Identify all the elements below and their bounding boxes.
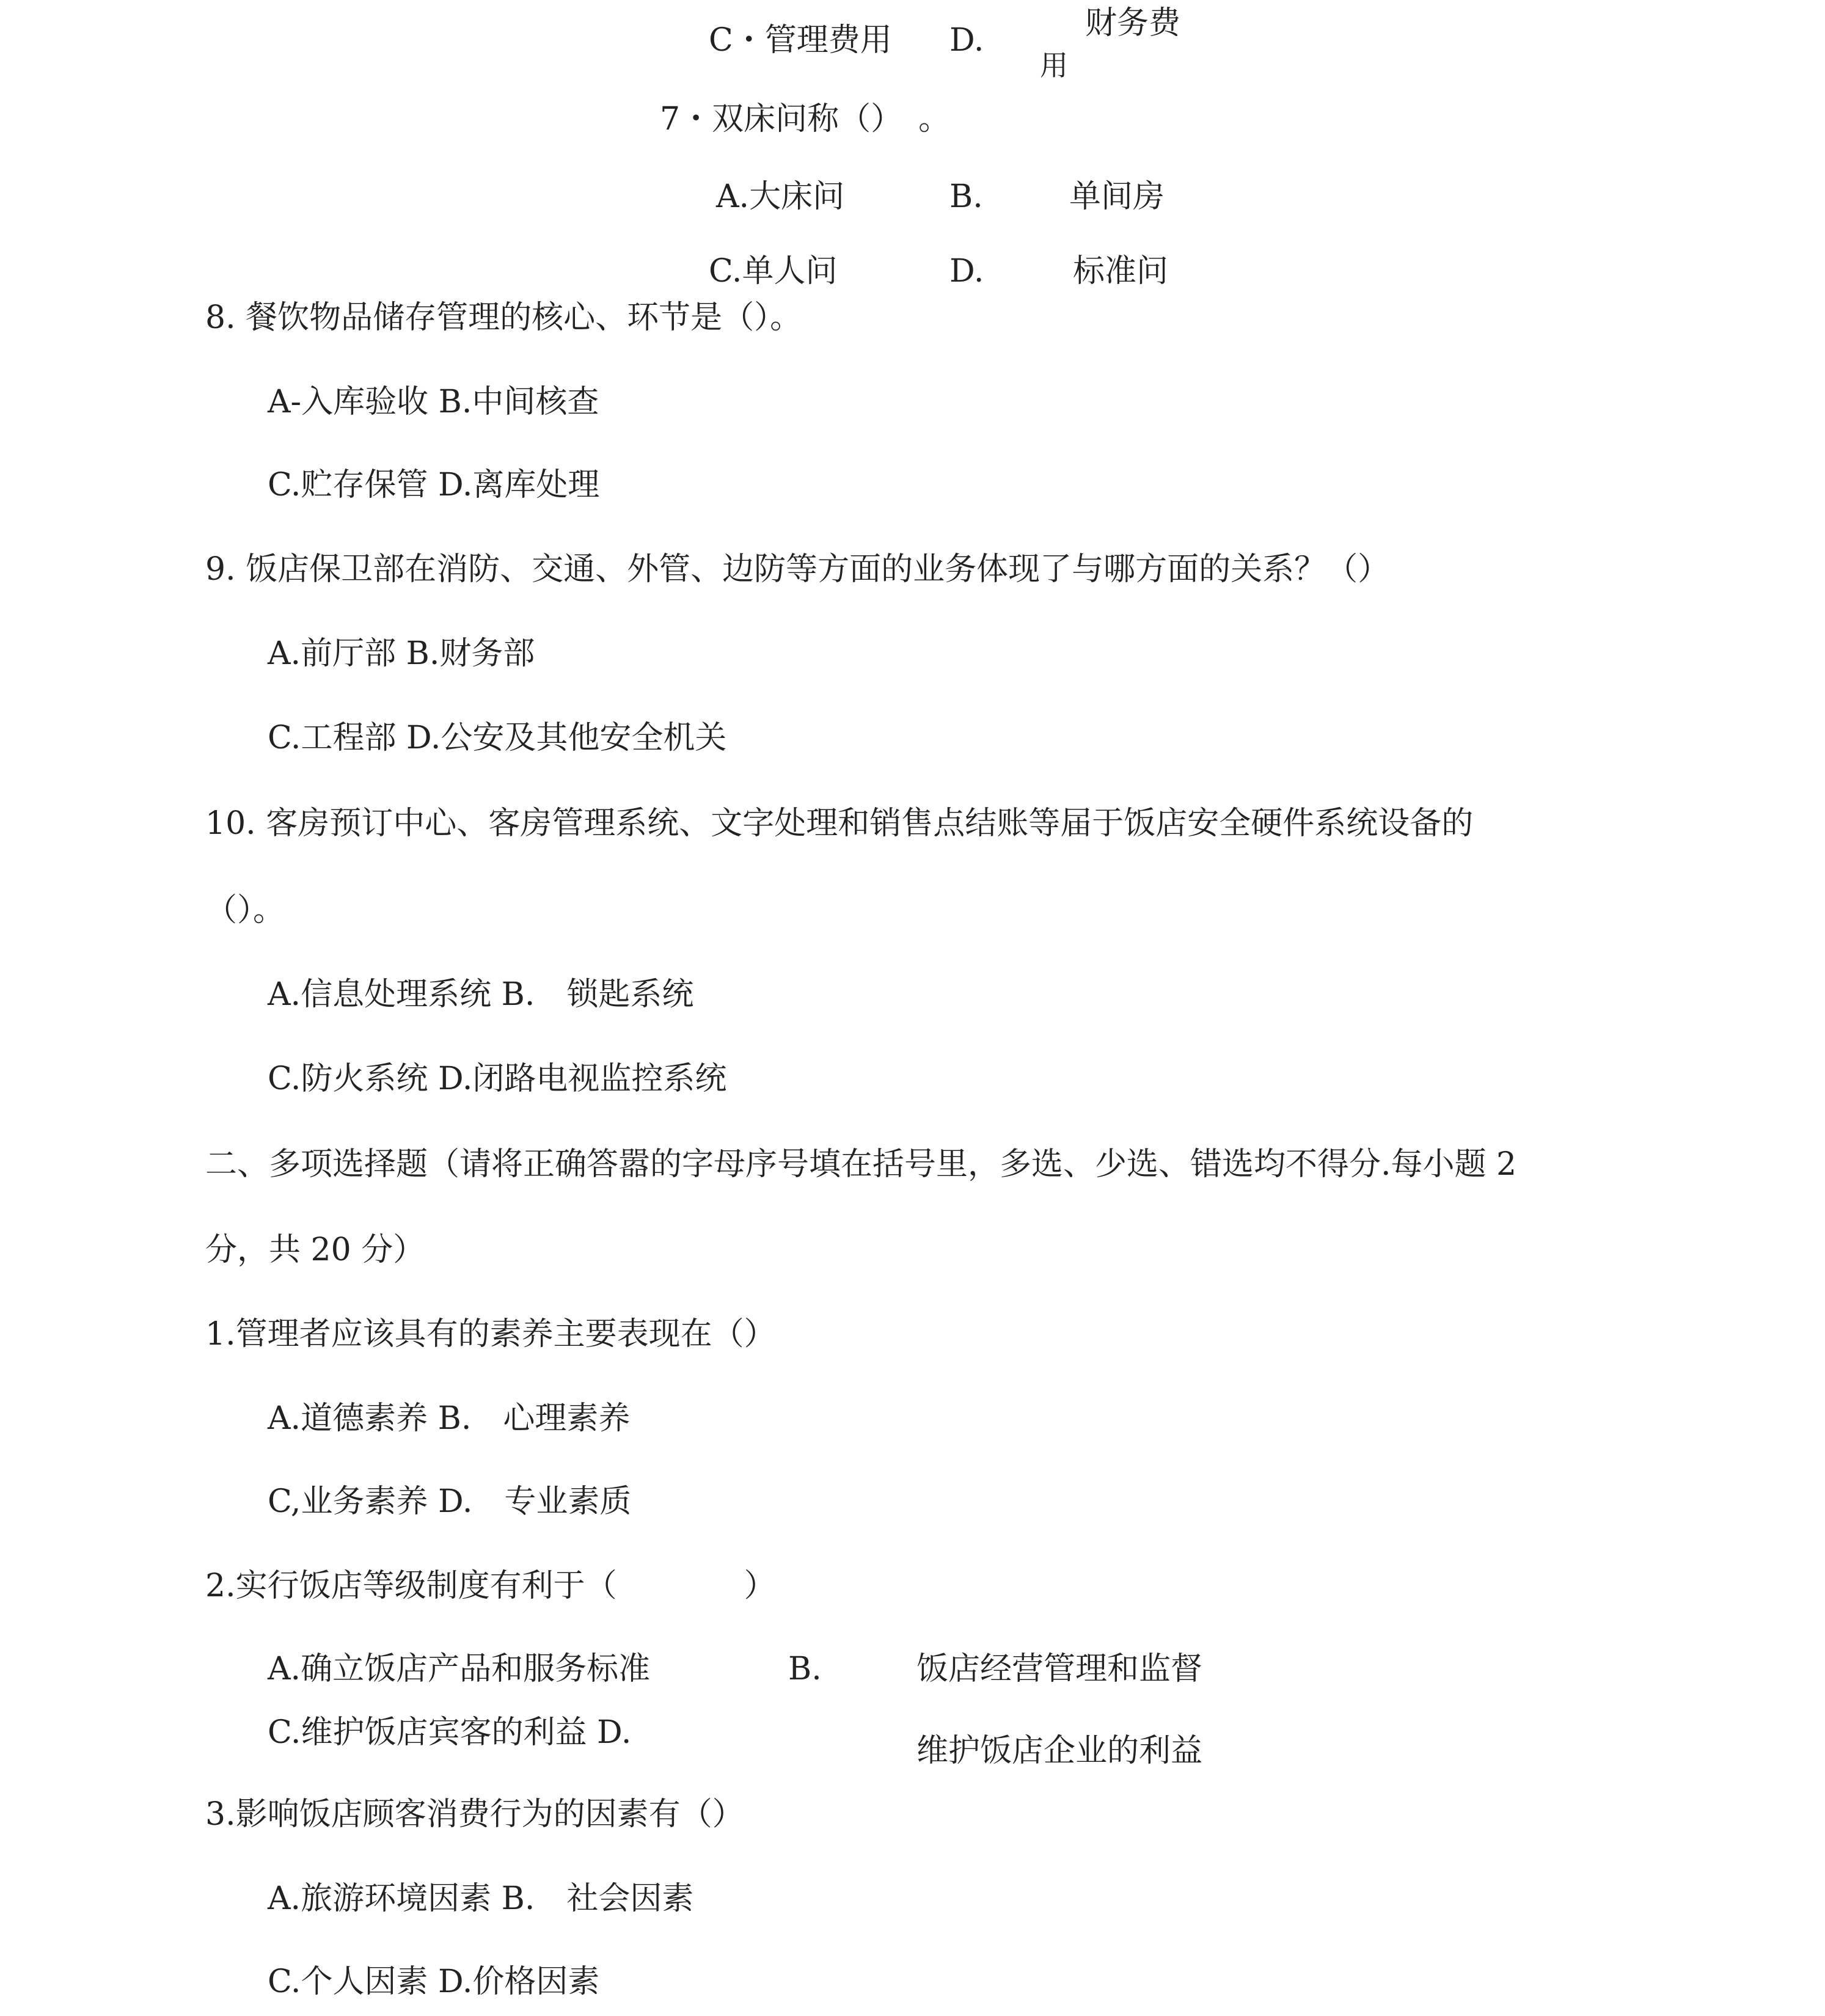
options-c-d: C.个人因素 D.价格因素 — [268, 1963, 600, 2000]
options-a-b: A-入库验收 B.中间核查 — [268, 384, 599, 420]
question-stem: 7・双床问称（） 。 — [660, 101, 951, 137]
options-a-b: A.道德素养 B. 心理素养 — [268, 1400, 631, 1437]
question-stem: 8. 餐饮物品储存管理的核心、环节是（）。 — [205, 299, 802, 336]
options-a-b: A.信息处理系统 B. 锁匙系统 — [268, 976, 694, 1013]
question-stem: 1.管理者应该具有的素养主要表现在（） — [205, 1316, 776, 1353]
options-c-d: C.贮存保管 D.离库处理 — [268, 467, 600, 503]
section-heading-line2: 分，共 20 分） — [205, 1232, 425, 1268]
option-d-label: D. — [949, 22, 984, 59]
options-c-d: C.防火系统 D.闭路电视监控系统 — [268, 1061, 727, 1097]
question-stem-line2: （）。 — [205, 892, 285, 929]
option-c-d-text: C.维护饭店宾客的利益 D. — [268, 1714, 632, 1751]
question-stem: 9. 饭店保卫部在消防、交通、外管、边防等方面的业务体现了与哪方面的关系？（） — [205, 551, 1390, 588]
options-c-d: C.工程部 D.公安及其他安全机关 — [268, 720, 727, 756]
option-b-text: 单间房 — [1069, 178, 1165, 215]
option-a-text: A.确立饭店产品和服务标准 — [268, 1651, 651, 1687]
option-d-text: 维护饭店企业的利益 — [916, 1733, 1203, 1769]
options-a-b: A.前厅部 B.财务部 — [268, 635, 535, 672]
option-d-text-line1: 财务费 — [1085, 5, 1181, 42]
option-a-text: A.大床问 — [716, 178, 845, 215]
option-b-label: B. — [949, 178, 983, 215]
question-stem-line1: 10. 客房预订中心、客房管理系统、文字处理和销售点结账等届于饭店安全硬件系统设备的 — [205, 805, 1474, 842]
option-d-text: 标准问 — [1073, 253, 1169, 290]
option-b-label: B. — [788, 1651, 822, 1687]
option-b-text: 饭店经营管理和监督 — [916, 1651, 1203, 1687]
question-stem: 3.影响饭店顾客消费行为的因素有（） — [205, 1796, 744, 1833]
option-c-text: C.单人问 — [709, 253, 838, 290]
option-d-text-line2: 用 — [1040, 49, 1068, 82]
options-a-b: A.旅游环境因素 B. 社会因素 — [268, 1880, 694, 1917]
options-c-d: C,业务素养 D. 专业素质 — [268, 1483, 632, 1520]
question-stem: 2.实行饭店等级制度有利于（ ） — [205, 1568, 776, 1604]
section-heading-line1: 二、多项选择题（请将正确答嚣的字母序号填在括号里，多选、少选、错选均不得分.每小题 2 — [205, 1146, 1517, 1183]
option-d-label: D. — [949, 253, 984, 290]
option-c-text: C・管理费用 — [709, 22, 892, 59]
